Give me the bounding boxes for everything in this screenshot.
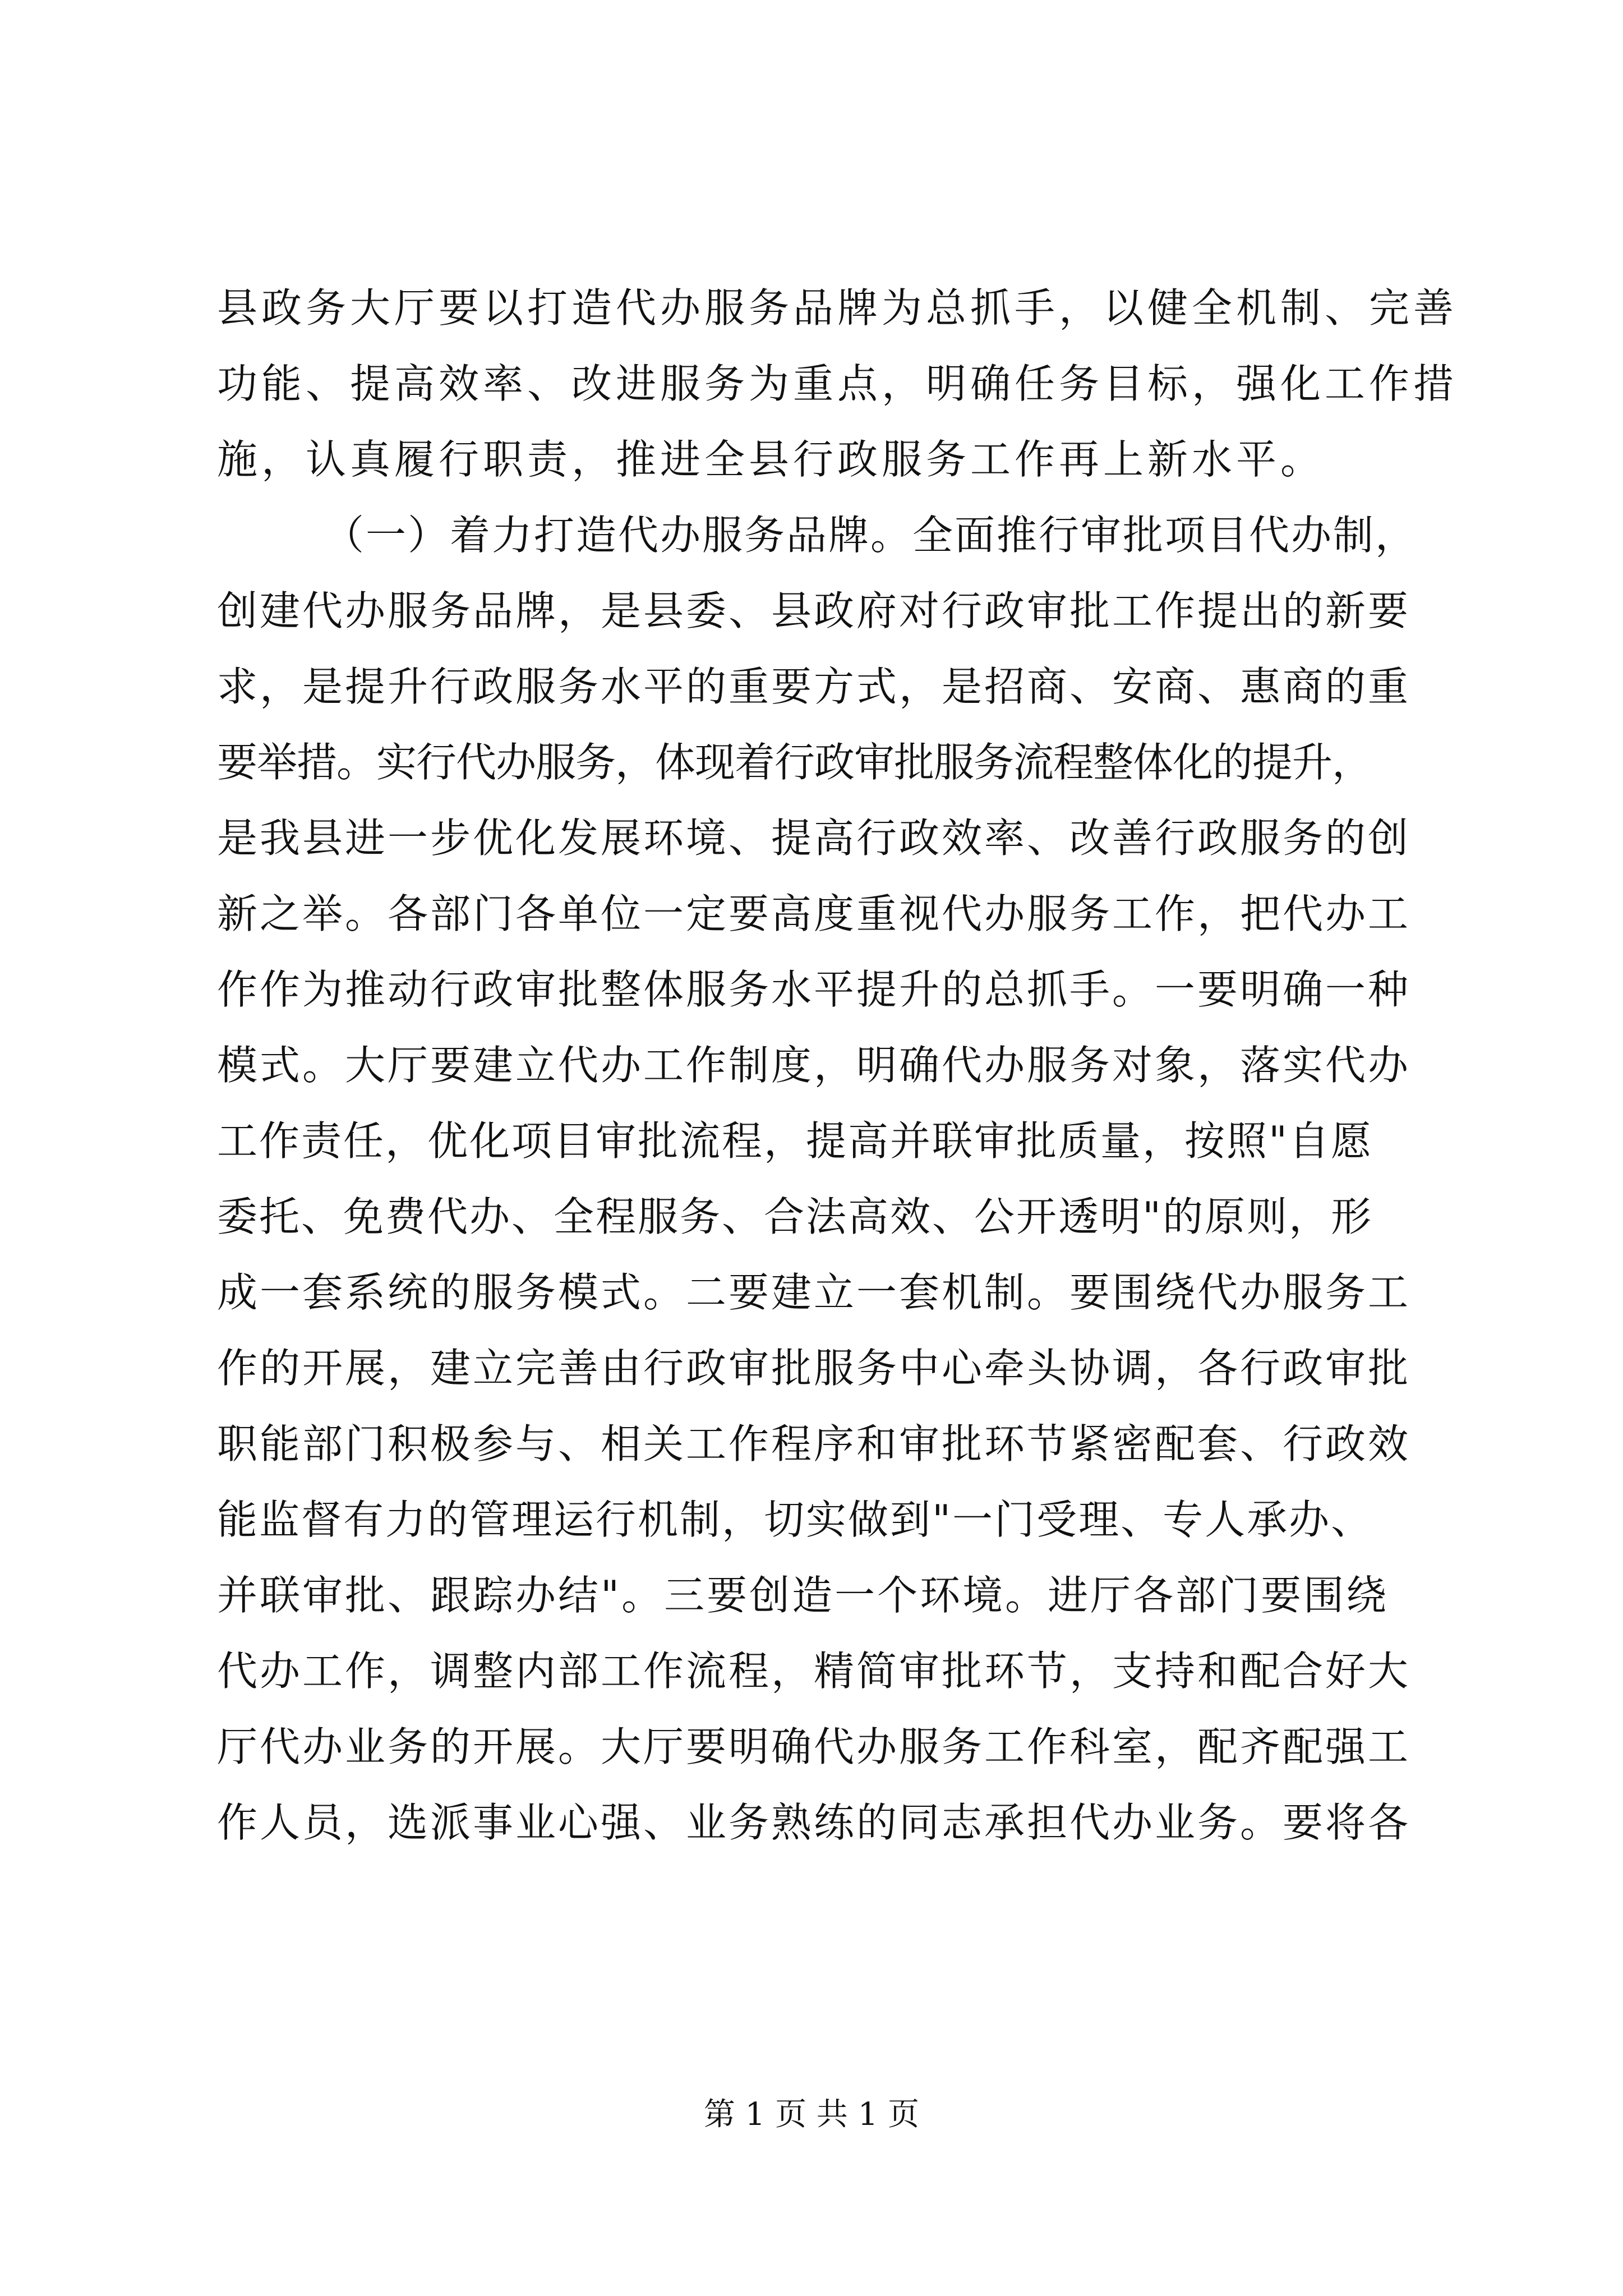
text-line: 新之举。各部门各单位一定要高度重视代办服务工作，把代办工 bbox=[217, 890, 1411, 937]
text-line: 功能、提高效率、改进服务为重点，明确任务目标，强化工作措 bbox=[217, 360, 1458, 407]
document-body bbox=[217, 270, 1458, 1861]
text-line: 模式。大厅要建立代办工作制度，明确代办服务对象，落实代办 bbox=[217, 1042, 1411, 1089]
text-line: 并联审批、跟踪办结"。三要创造一个环境。进厅各部门要围绕 bbox=[217, 1572, 1389, 1619]
text-line: 工作责任，优化项目审批流程，提高并联审批质量，按照"自愿 bbox=[217, 1117, 1373, 1165]
text-line: 创建代办服务品牌，是县委、县政府对行政审批工作提出的新要 bbox=[217, 587, 1411, 634]
text-line: 职能部门积极参与、相关工作程序和审批环节紧密配套、行政效 bbox=[217, 1420, 1411, 1467]
text-line: 要举措。实行代办服务，体现着行政审批服务流程整体化的提升， bbox=[217, 739, 1372, 786]
text-line: 县政务大厅要以打造代办服务品牌为总抓手，以健全机制、完善 bbox=[217, 284, 1458, 332]
text-line: 成一套系统的服务模式。二要建立一套机制。要围绕代办服务工 bbox=[217, 1269, 1411, 1316]
text-line: 代办工作，调整内部工作流程，精简审批环节，支持和配合好大 bbox=[217, 1648, 1411, 1695]
paragraph-heading-line: （一）着力打造代办服务品牌。全面推行审批项目代办制， bbox=[324, 512, 1418, 559]
text-line: 作人员，选派事业心强、业务熟练的同志承担代办业务。要将各 bbox=[217, 1799, 1411, 1846]
text-line: 作作为推动行政审批整体服务水平提升的总抓手。一要明确一种 bbox=[217, 966, 1411, 1013]
text-line: 求，是提升行政服务水平的重要方式，是招商、安商、惠商的重 bbox=[217, 663, 1411, 710]
text-line: 作的开展，建立完善由行政审批服务中心牵头协调，各行政审批 bbox=[217, 1345, 1411, 1392]
text-line: 施，认真履行职责，推进全县行政服务工作再上新水平。 bbox=[217, 436, 1325, 483]
page-footer: 第 1 页 共 1 页 bbox=[703, 2096, 920, 2133]
text-line: 是我县进一步优化发展环境、提高行政效率、改善行政服务的创 bbox=[217, 815, 1411, 862]
text-line: 委托、免费代办、全程服务、合法高效、公开透明"的原则，形 bbox=[217, 1193, 1373, 1240]
text-line: 厅代办业务的开展。大厅要明确代办服务工作科室，配齐配强工 bbox=[217, 1723, 1411, 1770]
text-line: 能监督有力的管理运行机制，切实做到"一门受理、专人承办、 bbox=[217, 1496, 1373, 1543]
